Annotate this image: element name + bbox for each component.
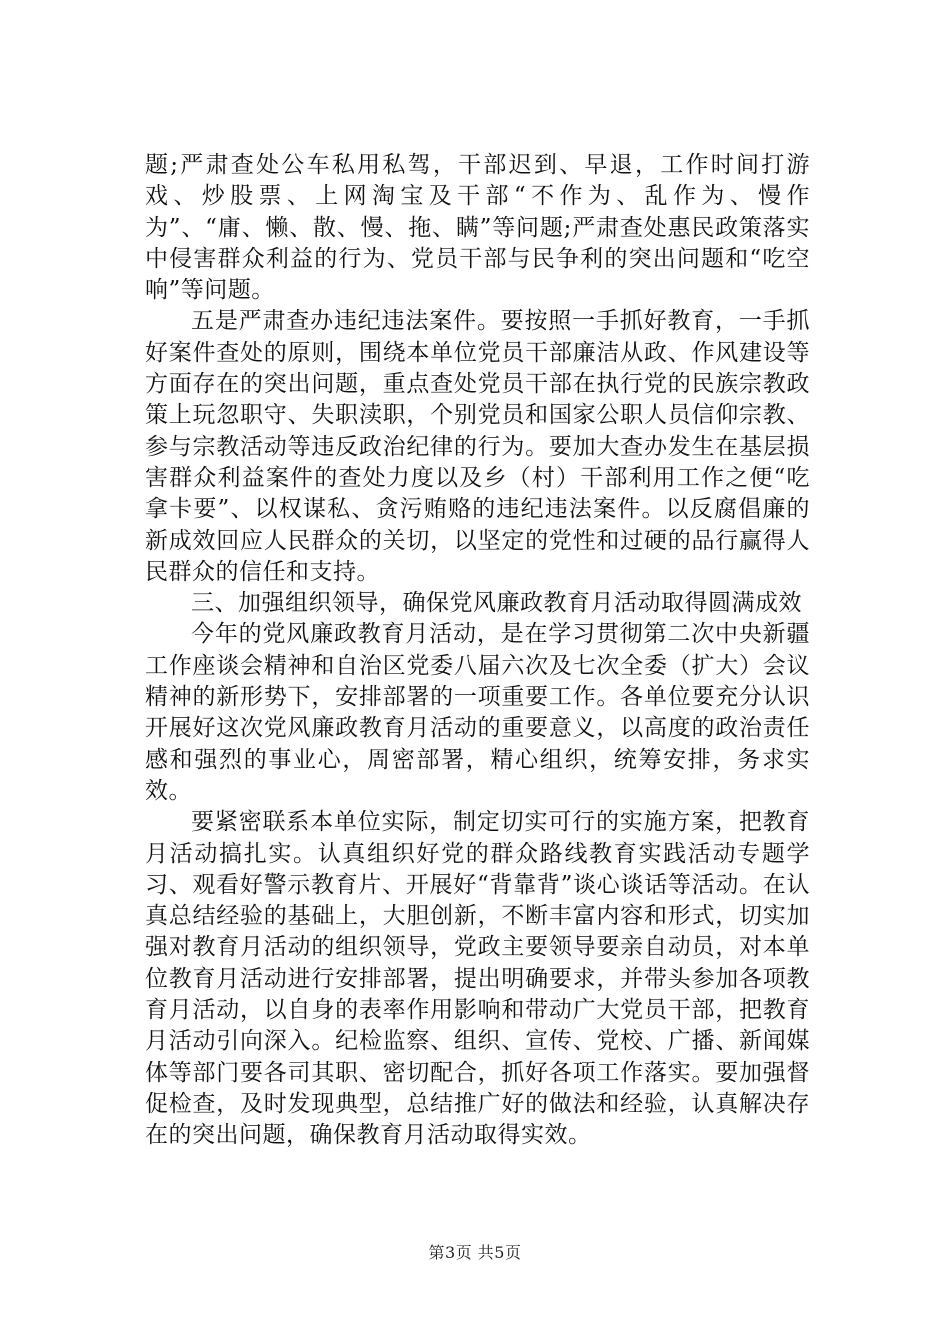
paragraph-1: 题;严肃查处公车私用私驾，干部迟到、早退，工作时间打游戏、炒股票、上网淘宝及干部“不作为、乱作为、慢作为”、“庸、懒、散、慢、拖、瞒”等问题;严肃查处惠民政策落实中侵害群众利益的行为、党员干部与民争利的突出问题和“吃空响”等问题。	[145, 152, 810, 304]
paragraph-4: 今年的党风廉政教育月活动，是在学习贯彻第二次中央新疆工作座谈会精神和自治区党委八届六次及七次全委（扩大）会议精神的新形势下，安排部署的一项重要工作。各单位要充分认识开展好这次党风廉政教育月活动的重要意义，以高度的政治责任感和强烈的事业心，周密部署，精心组织，统筹安排，务求实效。	[145, 621, 810, 804]
paragraph-2: 五是严肃查办违纪违法案件。要按照一手抓好教育，一手抓好案件查处的原则，围绕本单位党员干部廉洁从政、作风建设等方面存在的突出问题，重点查处党员干部在执行党的民族宗教政策上玩忽职守、失职渎职，个别党员和国家公职人员信仰宗教、参与宗教活动等违反政治纪律的行为。要加大查办发生在基层损害群众利益案件的查处力度以及乡（村）干部利用工作之便“吃拿卡要”、以权谋私、贪污贿赂的违纪违法案件。以反腐倡廉的新成效回应人民群众的关切，以坚定的党性和过硬的品行赢得人民群众的信任和支持。	[145, 308, 810, 585]
document-body	[145, 150, 810, 1152]
page-number-footer: 第3页 共5页	[428, 1243, 522, 1262]
paragraph-5: 要紧密联系本单位实际，制定切实可行的实施方案，把教育月活动搞扎实。认真组织好党的群众路线教育实践活动专题学习、观看好警示教育片、开展好“背靠背”谈心谈话等活动。在认真总结经验的基础上，大胆创新，不断丰富内容和形式，切实加强对教育月活动的组织领导，党政主要领导要亲自动员，对本单位教育月活动进行安排部署，提出明确要求，并带头参加各项教育月活动，以自身的表率作用影响和带动广大党员干部，把教育月活动引向深入。纪检监察、组织、宣传、党校、广播、新闻媒体等部门要各司其职、密切配合，抓好各项工作落实。要加强督促检查，及时发现典型，总结推广好的做法和经验，认真解决存在的突出问题，确保教育月活动取得实效。	[145, 809, 810, 1149]
section-heading-3: 三、加强组织领导，确保党风廉政教育月活动取得圆满成效	[191, 590, 802, 617]
